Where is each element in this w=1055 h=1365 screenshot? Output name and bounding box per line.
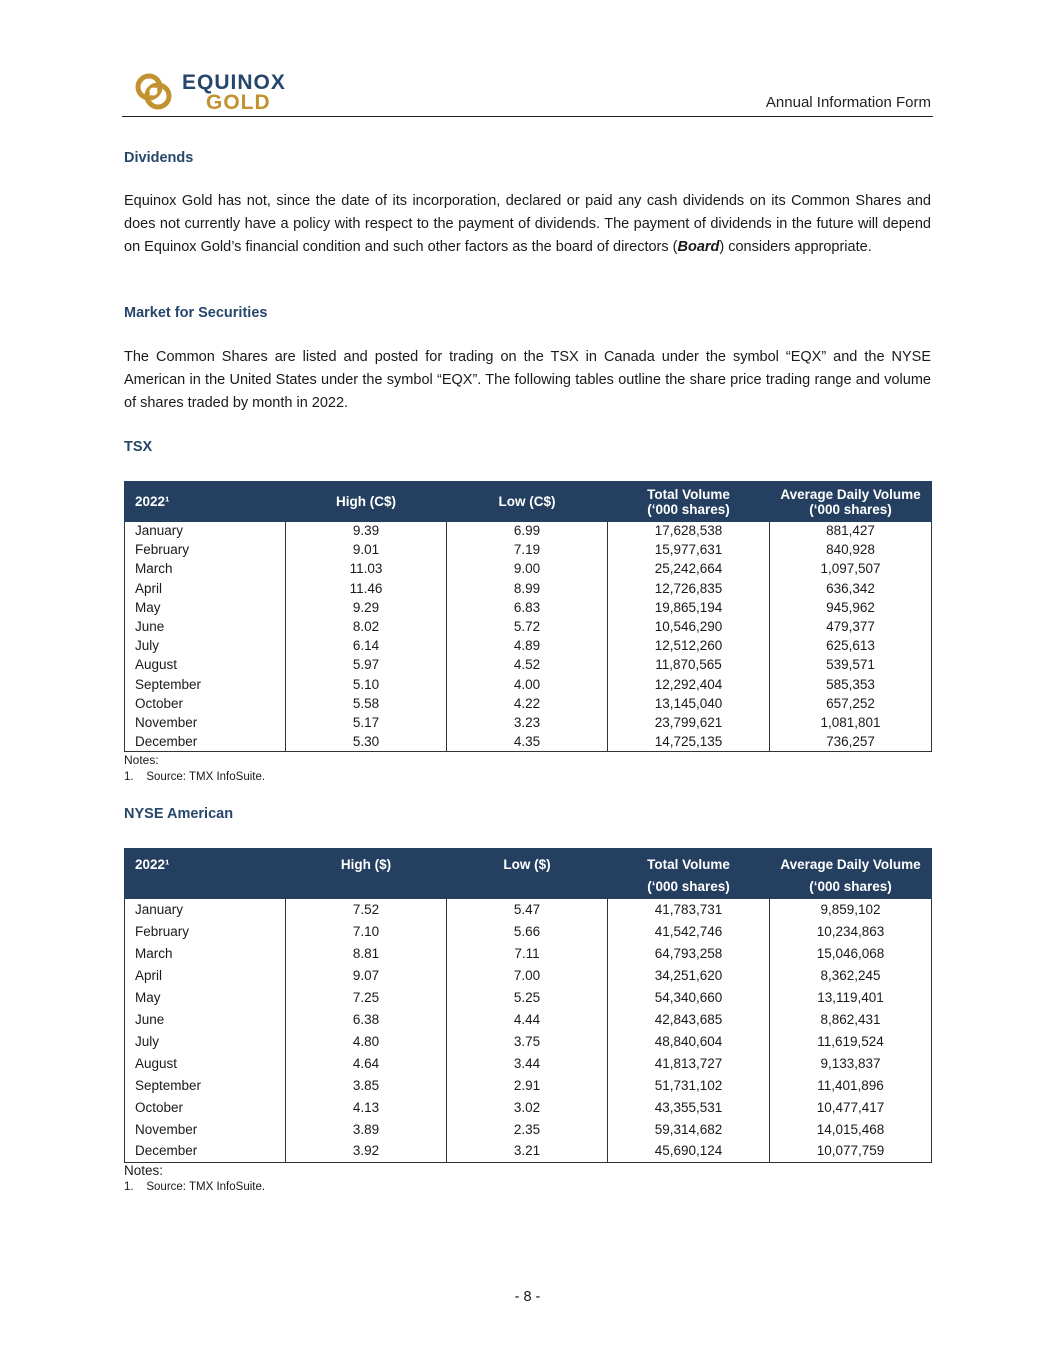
month-cell: September <box>125 675 286 694</box>
avg-daily-volume-cell: 8,862,431 <box>770 1009 932 1031</box>
avg-daily-volume-cell: 1,081,801 <box>770 713 932 732</box>
table-row <box>125 1141 932 1163</box>
low-cell: 3.44 <box>447 1053 608 1075</box>
high-cell: 7.25 <box>286 987 447 1009</box>
high-cell: 7.10 <box>286 921 447 943</box>
tsx-table-body <box>125 522 932 752</box>
table-row <box>125 733 932 752</box>
month-cell: October <box>125 1097 286 1119</box>
logo-text-gold: GOLD <box>206 91 271 114</box>
col-header-avg-daily-volume-line1: Average Daily Volume <box>780 857 921 872</box>
avg-daily-volume-cell: 1,097,507 <box>770 560 932 579</box>
low-cell: 7.00 <box>447 965 608 987</box>
month-cell: February <box>125 541 286 560</box>
low-cell: 4.44 <box>447 1009 608 1031</box>
nyse-table-body <box>125 899 932 1163</box>
nyse-notes <box>124 1162 265 1196</box>
month-cell: April <box>125 965 286 987</box>
col-header-year: 2022¹ <box>125 482 286 522</box>
table-row <box>125 1119 932 1141</box>
avg-daily-volume-cell: 11,401,896 <box>770 1075 932 1097</box>
month-cell: April <box>125 579 286 598</box>
dividends-text-after: ) considers appropriate. <box>719 239 872 255</box>
high-cell: 7.52 <box>286 899 447 921</box>
table-row <box>125 694 932 713</box>
month-cell: October <box>125 694 286 713</box>
month-cell: November <box>125 713 286 732</box>
page-number: - 8 - <box>514 1289 541 1305</box>
avg-daily-volume-cell: 840,928 <box>770 541 932 560</box>
total-volume-cell: 13,145,040 <box>608 694 770 713</box>
avg-daily-volume-cell: 10,234,863 <box>770 921 932 943</box>
table-row <box>125 713 932 732</box>
avg-daily-volume-cell: 13,119,401 <box>770 987 932 1009</box>
col-header-year: 2022¹ <box>125 849 286 899</box>
col-header-total-volume <box>608 849 770 899</box>
tsx-heading: TSX <box>124 439 153 455</box>
table-row <box>125 560 932 579</box>
col-header-avg-daily-volume-line1: Average Daily Volume <box>780 486 921 502</box>
month-cell: January <box>125 522 286 541</box>
dividends-heading: Dividends <box>124 150 194 166</box>
total-volume-cell: 25,242,664 <box>608 560 770 579</box>
tsx-notes <box>124 752 265 786</box>
total-volume-cell: 48,840,604 <box>608 1031 770 1053</box>
col-header-high: High (C$) <box>286 482 447 522</box>
month-cell: June <box>125 617 286 636</box>
avg-daily-volume-cell: 657,252 <box>770 694 932 713</box>
table-row <box>125 541 932 560</box>
avg-daily-volume-cell: 881,427 <box>770 522 932 541</box>
month-cell: March <box>125 560 286 579</box>
low-cell: 7.19 <box>447 541 608 560</box>
avg-daily-volume-cell: 14,015,468 <box>770 1119 932 1141</box>
month-cell: May <box>125 987 286 1009</box>
month-cell: January <box>125 899 286 921</box>
table-row <box>125 675 932 694</box>
high-cell: 11.46 <box>286 579 447 598</box>
col-header-avg-daily-volume <box>770 849 932 899</box>
table-row <box>125 1053 932 1075</box>
month-cell: July <box>125 637 286 656</box>
equinox-gold-logo <box>132 70 312 114</box>
total-volume-cell: 14,725,135 <box>608 733 770 752</box>
high-cell: 4.80 <box>286 1031 447 1053</box>
month-cell: November <box>125 1119 286 1141</box>
col-header-total-volume-line2: (‘000 shares) <box>647 879 730 894</box>
high-cell: 6.38 <box>286 1009 447 1031</box>
avg-daily-volume-cell: 9,133,837 <box>770 1053 932 1075</box>
total-volume-cell: 51,731,102 <box>608 1075 770 1097</box>
avg-daily-volume-cell: 9,859,102 <box>770 899 932 921</box>
month-cell: September <box>125 1075 286 1097</box>
low-cell: 4.00 <box>447 675 608 694</box>
col-header-low: Low (C$) <box>447 482 608 522</box>
total-volume-cell: 42,843,685 <box>608 1009 770 1031</box>
high-cell: 6.14 <box>286 637 447 656</box>
table-row <box>125 656 932 675</box>
high-cell: 8.81 <box>286 943 447 965</box>
table-row <box>125 1075 932 1097</box>
low-cell: 4.35 <box>447 733 608 752</box>
high-cell: 5.58 <box>286 694 447 713</box>
logo-emblem-icon <box>132 70 176 114</box>
high-cell: 3.89 <box>286 1119 447 1141</box>
total-volume-cell: 15,977,631 <box>608 541 770 560</box>
col-header-avg-daily-volume-line2: (‘000 shares) <box>809 501 892 517</box>
high-cell: 3.85 <box>286 1075 447 1097</box>
col-header-total-volume-line1: Total Volume <box>647 857 730 872</box>
high-cell: 9.39 <box>286 522 447 541</box>
nyse-table <box>124 848 932 1163</box>
table-row <box>125 965 932 987</box>
tsx-table <box>124 481 932 752</box>
total-volume-cell: 64,793,258 <box>608 943 770 965</box>
avg-daily-volume-cell: 11,619,524 <box>770 1031 932 1053</box>
avg-daily-volume-cell: 636,342 <box>770 579 932 598</box>
table-row <box>125 598 932 617</box>
total-volume-cell: 23,799,621 <box>608 713 770 732</box>
low-cell: 4.89 <box>447 637 608 656</box>
low-cell: 6.83 <box>447 598 608 617</box>
avg-daily-volume-cell: 585,353 <box>770 675 932 694</box>
low-cell: 5.47 <box>447 899 608 921</box>
total-volume-cell: 12,512,260 <box>608 637 770 656</box>
logo-text-equinox: EQUINOX <box>182 71 286 94</box>
low-cell: 4.52 <box>447 656 608 675</box>
low-cell: 6.99 <box>447 522 608 541</box>
total-volume-cell: 17,628,538 <box>608 522 770 541</box>
table-row <box>125 522 932 541</box>
tsx-notes-label: Notes: <box>124 753 159 767</box>
low-cell: 5.66 <box>447 921 608 943</box>
high-cell: 11.03 <box>286 560 447 579</box>
page-header <box>122 68 933 117</box>
board-defined-term: Board <box>677 239 720 255</box>
total-volume-cell: 12,726,835 <box>608 579 770 598</box>
col-header-low: Low ($) <box>447 849 608 899</box>
avg-daily-volume-cell: 10,077,759 <box>770 1141 932 1163</box>
col-header-avg-daily-volume-line2: (‘000 shares) <box>809 879 892 894</box>
table-row <box>125 579 932 598</box>
high-cell: 3.92 <box>286 1141 447 1163</box>
dividends-paragraph <box>124 190 931 259</box>
high-cell: 5.97 <box>286 656 447 675</box>
avg-daily-volume-cell: 8,362,245 <box>770 965 932 987</box>
high-cell: 8.02 <box>286 617 447 636</box>
month-cell: December <box>125 1141 286 1163</box>
high-cell: 4.13 <box>286 1097 447 1119</box>
high-cell: 9.29 <box>286 598 447 617</box>
avg-daily-volume-cell: 479,377 <box>770 617 932 636</box>
total-volume-cell: 41,542,746 <box>608 921 770 943</box>
table-row <box>125 1097 932 1119</box>
col-header-total-volume-line1: Total Volume <box>647 486 730 502</box>
month-cell: August <box>125 656 286 675</box>
tsx-note-1: 1. Source: TMX InfoSuite. <box>124 771 266 783</box>
avg-daily-volume-cell: 736,257 <box>770 733 932 752</box>
col-header-avg-daily-volume <box>770 482 932 522</box>
total-volume-cell: 34,251,620 <box>608 965 770 987</box>
table-row <box>125 987 932 1009</box>
table-header-row <box>125 849 932 899</box>
market-paragraph: The Common Shares are listed and posted for trading on the TSX in Canada under the symbol “EQX” and the NYSE American in the United States under the symbol “EQX”. The following tables outline the share price trading range and volume of shares traded by month in 2022. <box>124 349 931 411</box>
total-volume-cell: 59,314,682 <box>608 1119 770 1141</box>
total-volume-cell: 19,865,194 <box>608 598 770 617</box>
col-header-total-volume <box>608 482 770 522</box>
total-volume-cell: 43,355,531 <box>608 1097 770 1119</box>
high-cell: 5.30 <box>286 733 447 752</box>
table-row <box>125 637 932 656</box>
nyse-note-1: 1. Source: TMX InfoSuite. <box>124 1181 266 1193</box>
table-row <box>125 899 932 921</box>
table-row <box>125 943 932 965</box>
low-cell: 8.99 <box>447 579 608 598</box>
low-cell: 3.75 <box>447 1031 608 1053</box>
total-volume-cell: 54,340,660 <box>608 987 770 1009</box>
total-volume-cell: 10,546,290 <box>608 617 770 636</box>
total-volume-cell: 45,690,124 <box>608 1141 770 1163</box>
month-cell: June <box>125 1009 286 1031</box>
col-header-total-volume-line2: (‘000 shares) <box>647 501 730 517</box>
table-row <box>125 921 932 943</box>
low-cell: 5.72 <box>447 617 608 636</box>
low-cell: 3.23 <box>447 713 608 732</box>
low-cell: 2.35 <box>447 1119 608 1141</box>
total-volume-cell: 11,870,565 <box>608 656 770 675</box>
high-cell: 9.01 <box>286 541 447 560</box>
month-cell: December <box>125 733 286 752</box>
low-cell: 3.02 <box>447 1097 608 1119</box>
low-cell: 9.00 <box>447 560 608 579</box>
avg-daily-volume-cell: 15,046,068 <box>770 943 932 965</box>
market-heading: Market for Securities <box>124 305 268 321</box>
table-row <box>125 617 932 636</box>
high-cell: 9.07 <box>286 965 447 987</box>
avg-daily-volume-cell: 945,962 <box>770 598 932 617</box>
avg-daily-volume-cell: 10,477,417 <box>770 1097 932 1119</box>
col-header-high: High ($) <box>286 849 447 899</box>
month-cell: July <box>125 1031 286 1053</box>
low-cell: 2.91 <box>447 1075 608 1097</box>
high-cell: 4.64 <box>286 1053 447 1075</box>
month-cell: May <box>125 598 286 617</box>
nyse-notes-label: Notes: <box>124 1163 164 1178</box>
nyse-heading: NYSE American <box>124 806 234 822</box>
total-volume-cell: 41,813,727 <box>608 1053 770 1075</box>
dividends-text-before: Equinox Gold has not, since the date of its incorporation, declared or paid any cash dividends on its Common Shares and does not currently have a policy with respect to the payment of dividends. The payment of dividends in the future will depend on Equinox Gold’s financial condition and such other factors as the board of directors ( <box>124 193 931 255</box>
month-cell: August <box>125 1053 286 1075</box>
avg-daily-volume-cell: 625,613 <box>770 637 932 656</box>
table-row <box>125 1009 932 1031</box>
document-title: Annual Information Form <box>765 94 931 111</box>
month-cell: March <box>125 943 286 965</box>
total-volume-cell: 12,292,404 <box>608 675 770 694</box>
high-cell: 5.10 <box>286 675 447 694</box>
table-header-row <box>125 482 932 522</box>
table-row <box>125 1031 932 1053</box>
low-cell: 7.11 <box>447 943 608 965</box>
avg-daily-volume-cell: 539,571 <box>770 656 932 675</box>
high-cell: 5.17 <box>286 713 447 732</box>
low-cell: 5.25 <box>447 987 608 1009</box>
low-cell: 3.21 <box>447 1141 608 1163</box>
total-volume-cell: 41,783,731 <box>608 899 770 921</box>
month-cell: February <box>125 921 286 943</box>
low-cell: 4.22 <box>447 694 608 713</box>
